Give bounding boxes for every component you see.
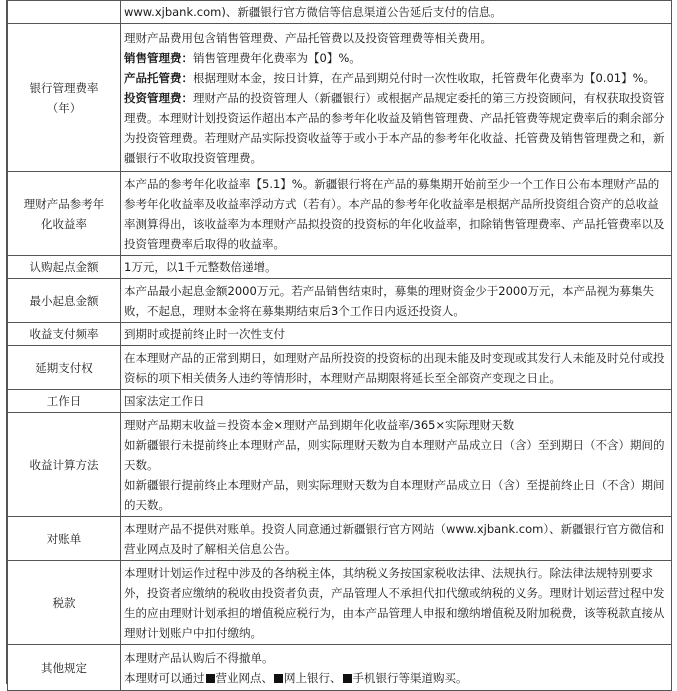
table-row — [8, 645, 672, 691]
row-key — [8, 172, 121, 256]
row-key: 其他规定 — [8, 645, 121, 691]
yield-key-line2: 化收益率 — [41, 216, 87, 231]
channels-intro: 本理财可以通过 — [124, 670, 205, 685]
table-row — [8, 1, 672, 24]
row-key: 收益计算方法 — [8, 413, 121, 517]
table-row — [8, 413, 672, 517]
channel-branch: 营业网点、 — [215, 670, 273, 685]
product-terms-table-frame — [6, 0, 672, 684]
yield-rule-normal: 如新疆银行未提前终止本理财产品，则实际理财天数为自本理财产品成立日（含）至到期日（不含）期间的天数。 — [124, 437, 665, 472]
fee-intro: 理财产品费用包含销售管理费、产品托管费以及投资管理费等相关费用。 — [124, 30, 492, 45]
row-value: 本产品最小起息金额2000万元。若产品销售结束时，募集的理财资金少于2000万元，本产品视为募集失败，不起息，理财本金将在募集期结束后3个工作日内返还投资人。 — [121, 279, 672, 323]
sales-fee-label: 销售管理费： — [124, 50, 193, 65]
table-row — [8, 390, 672, 413]
row-value: 本理财计划运作过程中涉及的各纳税主体，其纳税义务按国家税收法律、法规执行。除法律法规特别要求外，投资者应缴纳的税收由投资者负责，产品管理人不承担代扣代缴或纳税的义务。理财计划运营过程中发生的应由理财计划承担的增值税应税行为，由本产品管理人申报和缴纳增值税及附加税费，该等税款直接从理财计划账户中扣付缴纳。 — [121, 561, 672, 645]
row-value — [121, 645, 672, 691]
row-key: 延期支付权 — [8, 346, 121, 390]
invest-fee-line — [124, 88, 668, 168]
row-value: 国家法定工作日 — [121, 390, 672, 413]
row-value — [121, 413, 672, 517]
row-key — [8, 24, 121, 172]
row-value: 本理财产品不提供对账单。投资人同意通过新疆银行官方网站（www.xjbank.com）、新疆银行官方微信和营业网点及时了解相关信息公告。 — [121, 517, 672, 561]
custody-fee-text: 根据理财本金，按日计算，在产品到期兑付时一次性收取，托管费年化费率为【0.01】%。 — [193, 70, 656, 85]
row-value: 1万元，以1千元整数倍递增。 — [121, 256, 672, 279]
no-cancel-rule: 本理财产品认购后不得撤单。 — [124, 650, 274, 665]
custody-fee-label: 产品托管费： — [124, 70, 193, 85]
table-row — [8, 346, 672, 390]
row-key: 认购起点金额 — [8, 256, 121, 279]
table-row — [8, 323, 672, 346]
row-key: 最小起息金额 — [8, 279, 121, 323]
channel-online: 网上银行、 — [284, 670, 342, 685]
invest-fee-text: 理财产品的投资管理人（新疆银行）或根据产品规定委托的第三方投资顾问，有权获取投资管理费。本理财计划投资运作超出本产品的参考年化收益及销售管理费、产品托管费等规定费率后的剩余部分为投资管理费。若理财产品实际投资收益等于或小于本产品的参考年化收益、托管费及销售管理费之和，新疆银行不收取投资管理费。 — [124, 90, 665, 165]
table-row — [8, 256, 672, 279]
checkbox-mark-icon — [206, 674, 215, 683]
custody-fee-line — [124, 68, 668, 88]
table-row — [8, 172, 672, 256]
row-key: 对账单 — [8, 517, 121, 561]
channel-mobile: 手机银行等渠道购买。 — [352, 670, 468, 685]
announcement-continuation: www.xjbank.com)、新疆银行官方微信等信息渠道公告延后支付的信息。 — [124, 5, 502, 19]
row-key: 收益支付频率 — [8, 323, 121, 346]
row-key: 税款 — [8, 561, 121, 645]
row-key — [8, 1, 121, 24]
row-key: 工作日 — [8, 390, 121, 413]
sales-fee-line — [124, 48, 668, 68]
yield-key-line1: 理财产品参考年 — [23, 196, 105, 211]
row-value: 到期时或提前终止时一次性支付 — [121, 323, 672, 346]
row-value: 本产品的参考年化收益率【5.1】%。新疆银行将在产品的募集期开始前至少一个工作日公布本理财产品的参考年化收益率及收益率浮动方式（若有）。本产品的参考年化收益率是根据产品所投资组合资产的总收益率测算得出，该收益率为本理财产品拟投资的投资标的年化收益率，扣除销售管理费率、产品托管费率以及投资管理费率后取得的收益率。 — [121, 172, 672, 256]
table-row — [8, 24, 672, 172]
sales-fee-text: 销售管理费年化费率为【0】%。 — [193, 50, 361, 65]
table-row — [8, 517, 672, 561]
yield-formula: 理财产品期末收益＝投资本金×理财产品到期年化收益率/365×实际理财天数 — [124, 417, 515, 432]
fee-rate-key-line2: （年） — [46, 100, 82, 115]
table-row — [8, 279, 672, 323]
table-row — [8, 561, 672, 645]
row-value: 在本理财产品的正常到期日，如理财产品所投资的投资标的出现未能及时变现或其发行人未能及时兑付或投资标的项下相关债务人违约等情形时，本理财产品期限将延长至全部资产变现之日止。 — [121, 346, 672, 390]
fee-rate-key-line1: 银行管理费率 — [29, 80, 99, 95]
checkbox-mark-icon — [274, 674, 283, 683]
row-value — [121, 24, 672, 172]
yield-rule-early: 如新疆银行提前终止本理财产品，则实际理财天数为自本理财产品成立日（含）至提前终止日（不含）期间的天数。 — [124, 477, 665, 512]
invest-fee-label: 投资管理费： — [124, 90, 193, 105]
row-value — [121, 1, 672, 24]
checkbox-mark-icon — [343, 674, 352, 683]
product-terms-table — [7, 0, 672, 691]
